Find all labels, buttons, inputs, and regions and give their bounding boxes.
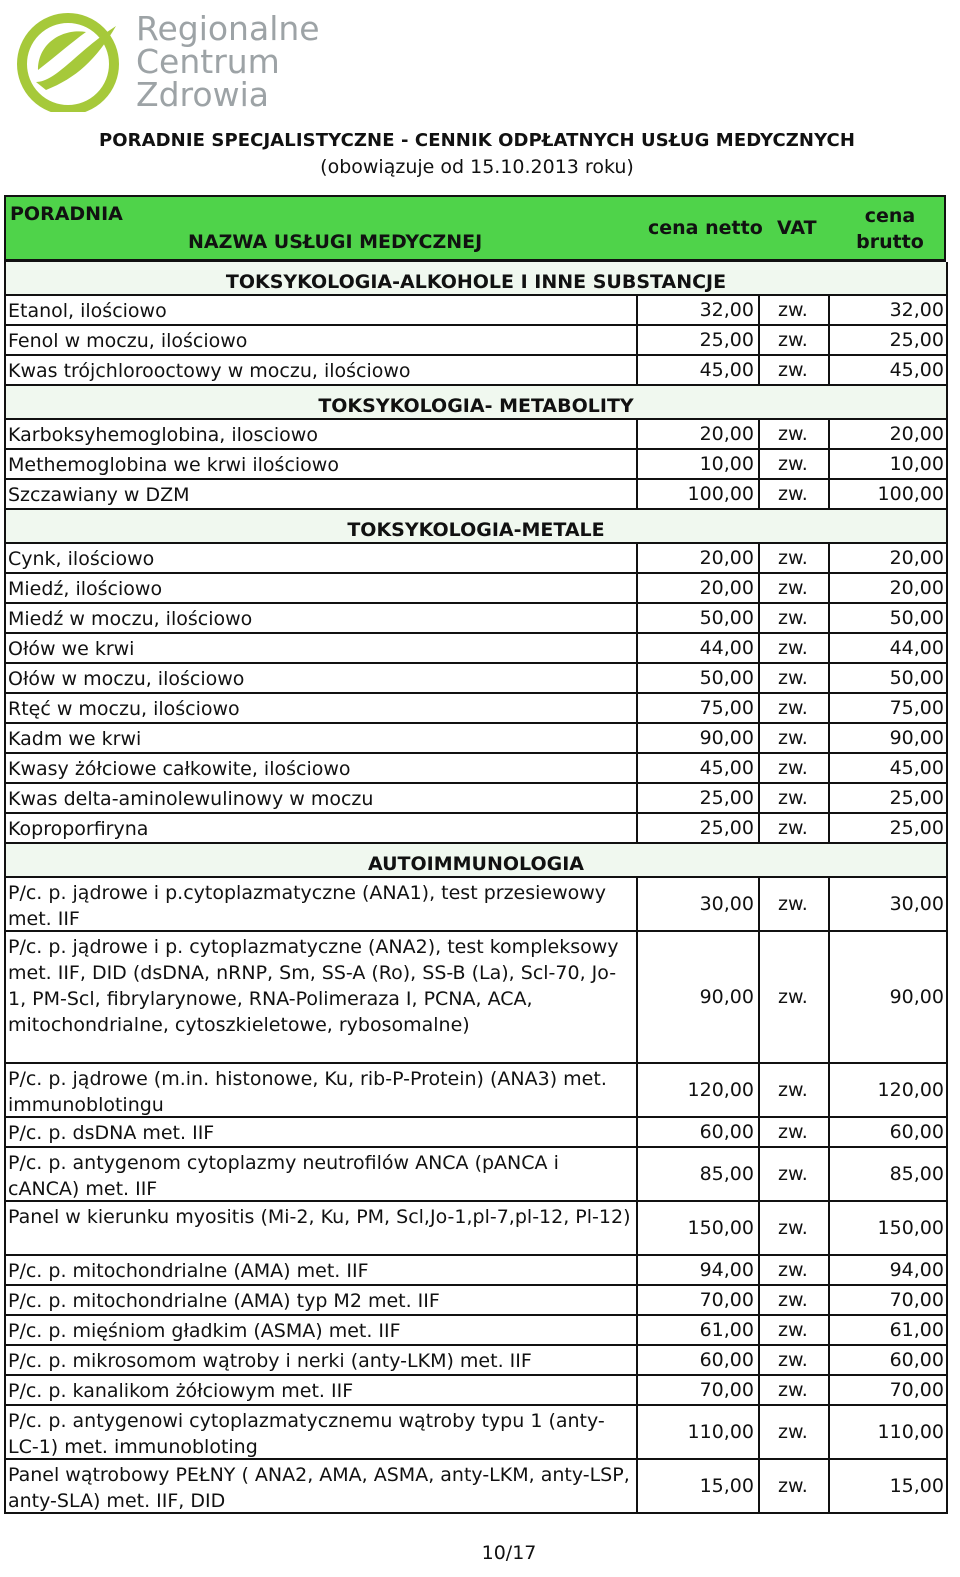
gross-price-cell: 44,00 [889,637,944,659]
net-price-cell: 110,00 [638,1406,760,1458]
net-price-cell: 150,00 [638,1202,760,1254]
service-name-cell: Karboksyhemoglobina, ilosciowo [6,420,638,448]
gross-price-cell: 60,00 [889,1121,944,1143]
table-row [4,724,948,754]
service-name-cell: Ołów w moczu, ilościowo [6,664,638,692]
header-vat: VAT [777,217,817,239]
gross-price-cell: 25,00 [889,787,944,809]
gross-price-cell: 110,00 [877,1421,944,1443]
service-name-cell: Kwas trójchlorooctowy w moczu, ilościowo [6,356,638,384]
table-header [4,195,946,262]
vat-cell: zw. [760,356,830,384]
table-row [4,1316,948,1346]
vat-cell: zw. [760,1256,830,1284]
price-table [4,262,948,1514]
header-net-price: cena netto [648,217,763,239]
vat-cell: zw. [760,1148,830,1200]
vat-cell: zw. [760,754,830,782]
vat-cell: zw. [760,932,830,1062]
vat-cell: zw. [760,480,830,508]
vat-cell: zw. [760,1460,830,1512]
service-name-cell: P/c. p. kanalikom żółciowym met. IIF [6,1376,638,1404]
header-service-name: NAZWA USŁUGI MEDYCZNEJ [188,231,483,253]
net-price-cell: 100,00 [638,480,760,508]
net-price-cell: 20,00 [638,420,760,448]
table-row [4,1346,948,1376]
net-price-cell: 25,00 [638,326,760,354]
table-row [4,450,948,480]
net-price-cell: 120,00 [638,1064,760,1116]
service-name-cell: P/c. p. jądrowe i p.cytoplazmatyczne (ANA1), test przesiewowy met. IIF [6,878,638,930]
gross-price-cell: 70,00 [889,1379,944,1401]
header-gross-price: cena brutto [856,205,924,253]
net-price-cell: 50,00 [638,664,760,692]
table-row [4,694,948,724]
vat-cell: zw. [760,420,830,448]
table-row [4,664,948,694]
net-price-cell: 61,00 [638,1316,760,1344]
table-row [4,574,948,604]
gross-price-cell: 20,00 [889,577,944,599]
document-subtitle: (obowiązuje od 15.10.2013 roku) [320,156,634,178]
table-row [4,480,948,510]
net-price-cell: 10,00 [638,450,760,478]
gross-price-cell: 100,00 [877,483,944,505]
gross-price-cell: 32,00 [889,299,944,321]
gross-price-cell: 25,00 [889,817,944,839]
section-header: TOKSYKOLOGIA-METALE [4,510,948,544]
net-price-cell: 30,00 [638,878,760,930]
gross-price-cell: 50,00 [889,607,944,629]
vat-cell: zw. [760,544,830,572]
vat-cell: zw. [760,694,830,722]
gross-price-cell: 60,00 [889,1349,944,1371]
vat-cell: zw. [760,664,830,692]
vat-cell: zw. [760,1406,830,1458]
net-price-cell: 85,00 [638,1148,760,1200]
logo-leaf-icon [16,12,124,112]
service-name-cell: P/c. p. jądrowe i p. cytoplazmatyczne (ANA2), test kompleksowy met. IIF, DID (dsDNA, nRNP, Sm, SS-A (Ro), SS-B (La), Scl-70, Jo-1, PM-Scl, fibrylarynowe, RNA-Polimeraza I, PCNA, ACA, mitochondrialne, cytoszkieletowe, rybosomalne) [6,932,638,1062]
table-row [4,1376,948,1406]
gross-price-cell: 25,00 [889,329,944,351]
table-row [4,754,948,784]
table-row [4,1118,948,1148]
table-row [4,1202,948,1256]
table-row [4,356,948,386]
gross-price-cell: 90,00 [889,727,944,749]
net-price-cell: 20,00 [638,574,760,602]
table-row [4,604,948,634]
gross-price-cell: 120,00 [877,1079,944,1101]
vat-cell: zw. [760,784,830,812]
gross-price-cell: 50,00 [889,667,944,689]
gross-price-cell: 45,00 [889,359,944,381]
service-name-cell: Cynk, ilościowo [6,544,638,572]
service-name-cell: Miedź, ilościowo [6,574,638,602]
net-price-cell: 20,00 [638,544,760,572]
vat-cell: zw. [760,1376,830,1404]
service-name-cell: P/c. p. mięśniom gładkim (ASMA) met. IIF [6,1316,638,1344]
service-name-cell: P/c. p. dsDNA met. IIF [6,1118,638,1146]
section-header: AUTOIMMUNOLOGIA [4,844,948,878]
net-price-cell: 44,00 [638,634,760,662]
service-name-cell: Miedź w moczu, ilościowo [6,604,638,632]
gross-price-cell: 90,00 [889,986,944,1008]
service-name-cell: Kadm we krwi [6,724,638,752]
gross-price-cell: 20,00 [889,423,944,445]
vat-cell: zw. [760,1346,830,1374]
section-header: TOKSYKOLOGIA-ALKOHOLE I INNE SUBSTANCJE [4,262,948,296]
vat-cell: zw. [760,1064,830,1116]
net-price-cell: 70,00 [638,1286,760,1314]
table-row [4,296,948,326]
net-price-cell: 90,00 [638,724,760,752]
net-price-cell: 90,00 [638,932,760,1062]
document-title: PORADNIE SPECJALISTYCZNE - CENNIK ODPŁATNYCH USŁUG MEDYCZNYCH [98,130,856,151]
gross-price-cell: 10,00 [889,453,944,475]
logo-line-1: Regionalne [136,9,320,48]
vat-cell: zw. [760,296,830,324]
table-row [4,1460,948,1514]
service-name-cell: P/c. p. antygenowi cytoplazmatycznemu wątroby typu 1 (anty-LC-1) met. immunobloting [6,1406,638,1458]
table-row [4,1256,948,1286]
service-name-cell: Panel wątrobowy PEŁNY ( ANA2, AMA, ASMA, anty-LKM, anty-LSP, anty-SLA) met. IIF, DID [6,1460,638,1512]
vat-cell: zw. [760,604,830,632]
gross-price-cell: 70,00 [889,1289,944,1311]
logo [12,8,342,118]
vat-cell: zw. [760,574,830,602]
net-price-cell: 94,00 [638,1256,760,1284]
net-price-cell: 60,00 [638,1346,760,1374]
vat-cell: zw. [760,1202,830,1254]
table-row [4,544,948,574]
net-price-cell: 60,00 [638,1118,760,1146]
service-name-cell: Kwasy żółciowe całkowite, ilościowo [6,754,638,782]
net-price-cell: 70,00 [638,1376,760,1404]
logo-line-2: Centrum [136,42,280,81]
page-number: 10/17 [481,1542,537,1564]
table-row [4,932,948,1064]
service-name-cell: Fenol w moczu, ilościowo [6,326,638,354]
header-poradnia: PORADNIA [10,203,123,225]
vat-cell: zw. [760,724,830,752]
table-row [4,784,948,814]
table-row [4,814,948,844]
logo-text [136,9,320,114]
service-name-cell: P/c. p. mikrosomom wątroby i nerki (anty-LKM) met. IIF [6,1346,638,1374]
net-price-cell: 45,00 [638,356,760,384]
service-name-cell: Etanol, ilościowo [6,296,638,324]
table-row [4,1286,948,1316]
vat-cell: zw. [760,1118,830,1146]
service-name-cell: Rtęć w moczu, ilościowo [6,694,638,722]
vat-cell: zw. [760,878,830,930]
table-row [4,326,948,356]
vat-cell: zw. [760,450,830,478]
gross-price-cell: 45,00 [889,757,944,779]
net-price-cell: 25,00 [638,784,760,812]
table-row [4,634,948,664]
net-price-cell: 75,00 [638,694,760,722]
vat-cell: zw. [760,1316,830,1344]
service-name-cell: P/c. p. mitochondrialne (AMA) typ M2 met. IIF [6,1286,638,1314]
net-price-cell: 45,00 [638,754,760,782]
net-price-cell: 50,00 [638,604,760,632]
service-name-cell: Ołów we krwi [6,634,638,662]
table-row [4,1406,948,1460]
service-name-cell: Methemoglobina we krwi ilościowo [6,450,638,478]
vat-cell: zw. [760,634,830,662]
vat-cell: zw. [760,326,830,354]
service-name-cell: Panel w kierunku myositis (Mi-2, Ku, PM, Scl,Jo-1,pl-7,pl-12, Pl-12) [6,1202,638,1254]
section-header: TOKSYKOLOGIA- METABOLITY [4,386,948,420]
service-name-cell: P/c. p. mitochondrialne (AMA) met. IIF [6,1256,638,1284]
service-name-cell: P/c. p. jądrowe (m.in. histonowe, Ku, rib-P-Protein) (ANA3) met. immunoblotingu [6,1064,638,1116]
net-price-cell: 15,00 [638,1460,760,1512]
service-name-cell: Koproporfiryna [6,814,638,842]
gross-price-cell: 85,00 [889,1163,944,1185]
table-row [4,1148,948,1202]
gross-price-cell: 75,00 [889,697,944,719]
vat-cell: zw. [760,1286,830,1314]
gross-price-cell: 30,00 [889,893,944,915]
service-name-cell: Kwas delta-aminolewulinowy w moczu [6,784,638,812]
vat-cell: zw. [760,814,830,842]
gross-price-cell: 20,00 [889,547,944,569]
net-price-cell: 32,00 [638,296,760,324]
table-row [4,420,948,450]
logo-line-3: Zdrowia [136,75,269,114]
service-name-cell: Szczawiany w DZM [6,480,638,508]
gross-price-cell: 15,00 [889,1475,944,1497]
table-row [4,878,948,932]
table-row [4,1064,948,1118]
gross-price-cell: 61,00 [889,1319,944,1341]
net-price-cell: 25,00 [638,814,760,842]
gross-price-cell: 94,00 [889,1259,944,1281]
service-name-cell: P/c. p. antygenom cytoplazmy neutrofilów ANCA (pANCA i cANCA) met. IIF [6,1148,638,1200]
gross-price-cell: 150,00 [877,1217,944,1239]
